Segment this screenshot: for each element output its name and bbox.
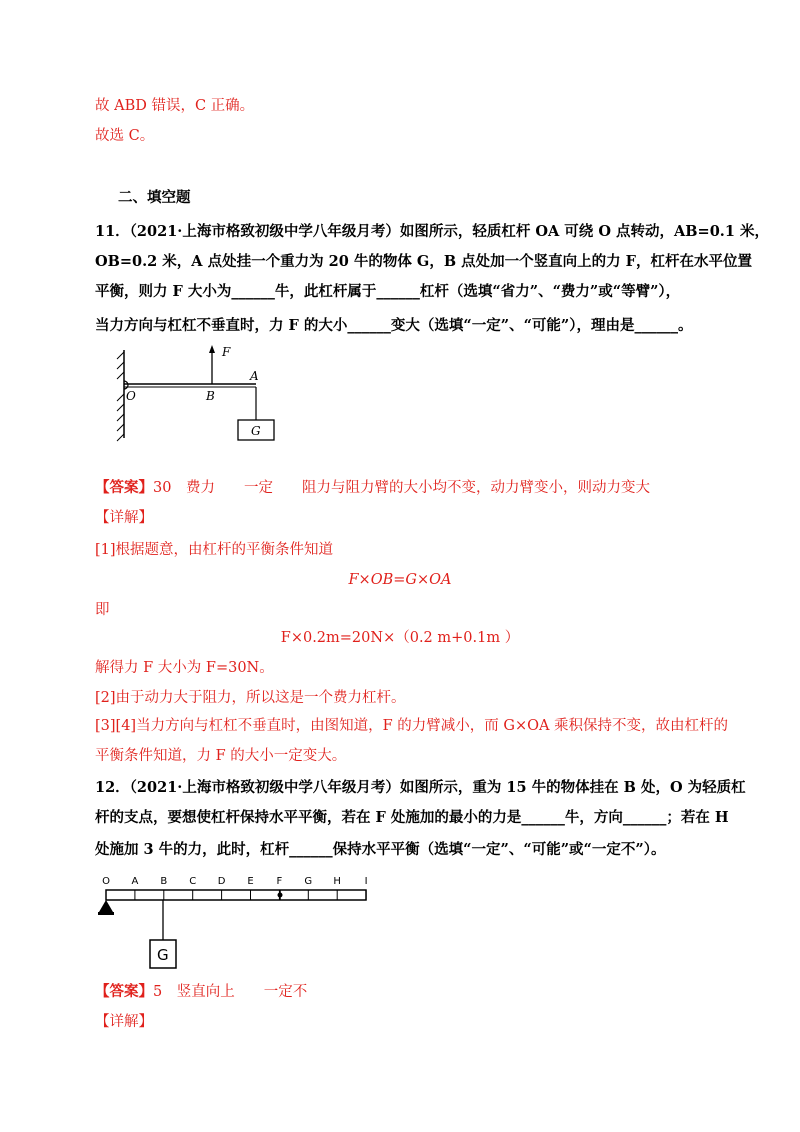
q11-detail-2: 解得力 F 大小为 F=30N。 xyxy=(95,660,274,676)
q12-fig-label-G: G xyxy=(157,946,169,964)
q11-equation-1: F×OB=G×OA xyxy=(348,572,452,588)
q11-detail-tag: 【详解】 xyxy=(95,510,153,526)
q11-line-1: 11．（2021·上海市格致初级中学八年级月考）如图所示，轻质杠杆 OA 可绕 O 点转动，AB=0.1 米， xyxy=(95,223,769,240)
q11-detail-1: [1]根据题意，由杠杆的平衡条件知道 xyxy=(95,542,334,558)
prev-conclusion: 故 ABD 错误，C 正确。 xyxy=(95,98,255,114)
q12-line-1: 12．（2021·上海市格致初级中学八年级月考）如图所示，重为 15 牛的物体挂在 B 处，O 为轻质杠 xyxy=(95,779,746,796)
q11-line-3: 平衡，则力 F 大小为______牛，此杠杆属于______杠杆（选填“省力”、“费力”或“等臂”）， xyxy=(95,283,681,300)
q12-fig-label-O: O xyxy=(102,876,110,887)
q11-detail-4: [3][4]当力方向与杠杠不垂直时，由图知道，F 的力臂减小，而 G×OA 乘积保持不变，故由杠杆的 xyxy=(95,718,729,734)
q12-answer-text: 5 竖直向上 一定不 xyxy=(153,984,308,1000)
q11-answer-tag: 【答案】 xyxy=(95,479,153,496)
q11-line-2: OB=0.2 米，A 点处挂一个重力为 20 牛的物体 G，B 点处加一个竖直向上的力 F，杠杆在水平位置 xyxy=(95,253,752,270)
section-title: 二、填空题 xyxy=(118,189,191,206)
q12-answer-tag: 【答案】 xyxy=(95,983,153,1000)
q11-line-4: 当力方向与杠杠不垂直时，力 F 的大小______变大（选填“一定”、“可能”），理由是______。 xyxy=(95,317,693,334)
q11-fig-label-F: F xyxy=(222,345,231,359)
q12-detail-tag: 【详解】 xyxy=(95,1014,153,1030)
q12-answer xyxy=(95,982,307,1002)
q12-fig-label-G: G xyxy=(304,876,313,887)
prev-choice: 故选 C。 xyxy=(95,128,155,144)
q12-fig-label-A: A xyxy=(131,876,139,887)
q11-detail-5: 平衡条件知道，力 F 的大小一定变大。 xyxy=(95,748,347,764)
q11-fig-label-A: A xyxy=(250,369,259,383)
q12-fig-label-C: C xyxy=(189,876,197,887)
q12-fig-label-E: E xyxy=(247,876,254,887)
q11-lever-figure xyxy=(110,342,290,450)
q11-fig-label-G: G xyxy=(251,424,261,438)
q12-fig-label-I: I xyxy=(364,876,368,887)
q12-line-3: 处施加 3 牛的力，此时，杠杆______保持水平平衡（选填“一定”、“可能”或“一定不”）。 xyxy=(95,841,666,858)
q11-fig-label-B: B xyxy=(206,389,215,403)
q11-answer xyxy=(95,478,650,498)
q12-lever-figure xyxy=(96,868,386,980)
q12-line-2: 杆的支点，要想使杠杆保持水平平衡，若在 F 处施加的最小的力是______牛，方向______；若在 H xyxy=(95,809,729,826)
q11-equation-2: F×0.2m=20N×（0.2 m+0.1m ） xyxy=(280,630,520,646)
q12-fig-label-D: D xyxy=(217,876,226,887)
q12-fig-label-F: F xyxy=(276,876,283,887)
q11-ji: 即 xyxy=(95,602,110,618)
q11-detail-3: [2]由于动力大于阻力，所以这是一个费力杠杆。 xyxy=(95,690,406,706)
q11-fig-label-O: O xyxy=(126,389,136,403)
q12-fig-label-B: B xyxy=(160,876,168,887)
q12-fig-label-H: H xyxy=(333,876,341,887)
q11-answer-text: 30 费力 一定 阻力与阻力臂的大小均不变，动力臂变小，则动力变大 xyxy=(153,480,650,496)
